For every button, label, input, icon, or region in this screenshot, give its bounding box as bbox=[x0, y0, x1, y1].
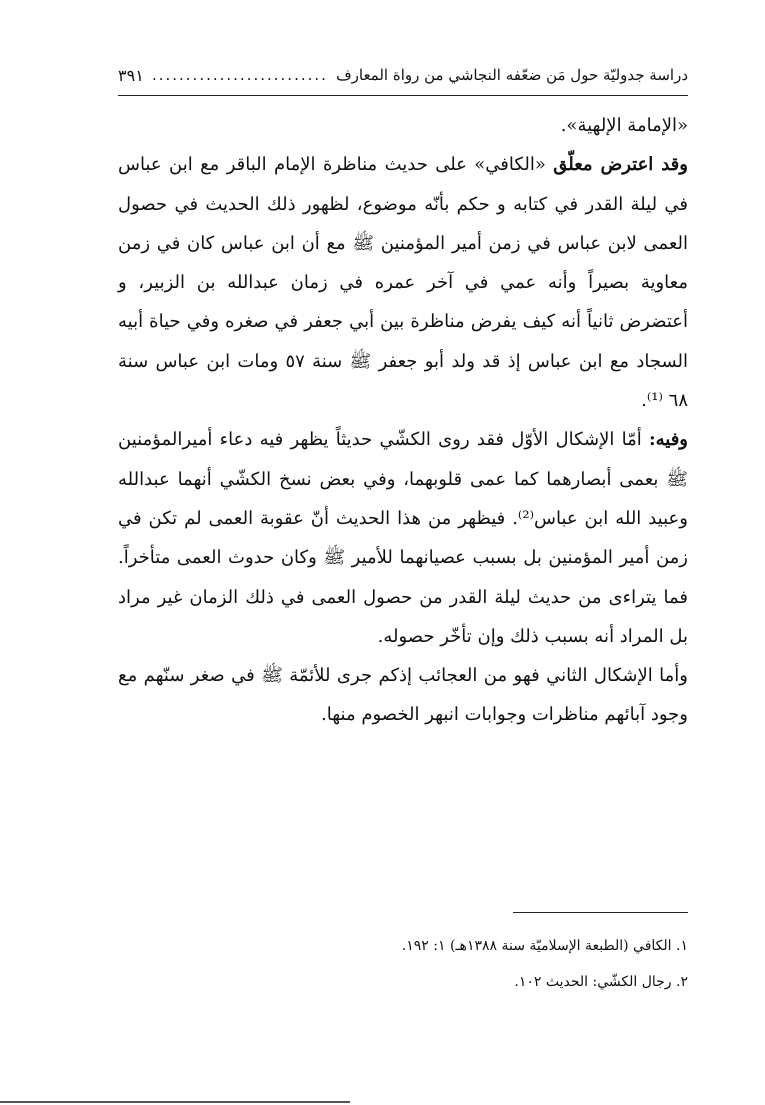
paragraph-1: «الإمامة الإلهية». bbox=[560, 115, 688, 136]
header-title: دراسة جدوليّة حول مَن ضعّفه النجاشي من رواة المعارف bbox=[336, 66, 688, 84]
footnote-1: ١. الكافي (الطبعة الإسلاميّة سنة ١٣٨٨هـ) ١: ١٩٢. bbox=[401, 938, 688, 954]
paragraph-4: وأما الإشكال الثاني فهو من العجائب إذكم جرى للأئمّة ﷺ في صغر سنّهم مع وجود آبائهم مناظرات وجوابات انبهر الخصوم منها. bbox=[118, 665, 688, 726]
main-text bbox=[118, 106, 688, 735]
paragraph-3-lead: وفيه: bbox=[648, 429, 688, 451]
page-number: ٣٩١ bbox=[118, 65, 144, 85]
header-leader-dots: .......................... bbox=[151, 66, 328, 84]
paragraph-3-text: أمّا الإشكال الأوّل فقد روى الكشّي حديثاً يظهر فيه دعاء أميرالمؤمنين ﷺ بعمى أبصارهما كما عمى قلوبهما، وفي بعض نسخ الكشّي أنهما عبدالله وعبيد الله ابن عباس⁽²⁾. فيظهر من هذا الحديث أنّ عقوبة العمى لم تكن في زمن أمير المؤمنين بل بسبب عصيانهما للأمير ﷺ وكان حدوث العمى متأخراً. فما يتراءى من حديث ليلة القدر من حصول العمى في ذلك الزمان غير مراد بل المراد أنه بسبب ذلك وإن تأخّر حصوله. bbox=[118, 429, 688, 647]
paragraph-2-lead: وقد اعترض معلّق bbox=[553, 154, 688, 176]
header-rule bbox=[118, 95, 688, 96]
running-header bbox=[118, 60, 688, 90]
footnotes bbox=[118, 928, 688, 1000]
paragraph-3 bbox=[118, 420, 688, 656]
paragraph-2 bbox=[118, 145, 688, 420]
page-bottom-edge bbox=[0, 1101, 350, 1103]
paragraph-2-text: «الكافي» على حديث مناظرة الإمام الباقر مع ابن عباس في ليلة القدر في كتابه و حكم بأنّه موضوع، لظهور ذلك الحديث في حصول العمى لابن عباس في زمن أمير المؤمنين ﷺ مع أن ابن عباس كان في زمن معاوية بصيراً وأنه عمي في آخر عمره في زمان عبدالله بن الزبير، و أعتضرض ثانياً أنه كيف يفرض مناظرة بين أبي جعفر في صغره وفي حياة أبيه السجاد مع ابن عباس إذ قد ولد أبو جعفر ﷺ سنة ٥٧ ومات ابن عباس سنة ٦٨ ⁽¹⁾. bbox=[118, 154, 688, 412]
footnote-2: ٢. رجال الكشّي: الحديث ١٠٢. bbox=[514, 974, 688, 990]
footnote-separator bbox=[513, 912, 688, 913]
